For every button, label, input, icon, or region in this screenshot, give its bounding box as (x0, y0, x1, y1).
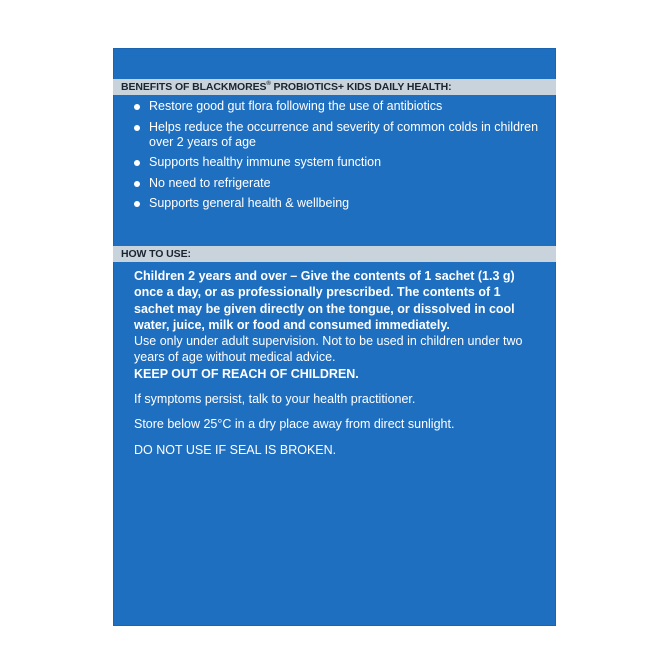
benefit-text: Restore good gut flora following the use of antibiotics (149, 99, 443, 113)
benefit-text: Supports healthy immune system function (149, 155, 382, 170)
list-item (127, 120, 547, 150)
benefit-text: Helps reduce the occurrence and severity of common colds in children over 2 years of age (149, 119, 539, 149)
list-item (127, 196, 547, 211)
keep-out-warning: KEEP OUT OF REACH OF CHILDREN. (134, 366, 359, 381)
list-item (127, 99, 547, 114)
dosage-text: Children 2 years and over – Give the contents of 1 sachet (1.3 g) once a day, or as professionally prescribed. The contents of 1 sachet may be given directly on the tongue, or dissolved in cool water, juice, milk or food and consumed immediately. (134, 269, 515, 332)
bullet-icon (134, 160, 140, 166)
benefits-list (127, 99, 547, 217)
registered-mark: ® (266, 81, 271, 87)
benefits-heading-suffix: PROBIOTICS+ KIDS DAILY HEALTH: (270, 81, 452, 93)
supervision-text: Use only under adult supervision. Not to be used in children under two years of age without medical advice. (134, 334, 523, 365)
benefits-heading-prefix: BENEFITS OF BLACKMORES (121, 81, 267, 93)
seal-warning: DO NOT USE IF SEAL IS BROKEN. (134, 442, 337, 457)
benefits-heading (113, 79, 556, 95)
bullet-icon (134, 104, 140, 110)
bullet-icon (134, 181, 140, 187)
benefit-text: Supports general health & wellbeing (149, 196, 350, 211)
how-to-use-heading: HOW TO USE: (113, 246, 556, 262)
list-item (127, 176, 547, 191)
bullet-icon (134, 125, 140, 131)
bullet-icon (134, 201, 140, 207)
benefit-text: No need to refrigerate (149, 175, 271, 190)
usage-instructions (134, 268, 534, 458)
list-item (127, 155, 547, 170)
label-panel (113, 48, 556, 626)
symptoms-text: If symptoms persist, talk to your health practitioner. (134, 392, 416, 407)
storage-text: Store below 25°C in a dry place away from direct sunlight. (134, 417, 455, 432)
